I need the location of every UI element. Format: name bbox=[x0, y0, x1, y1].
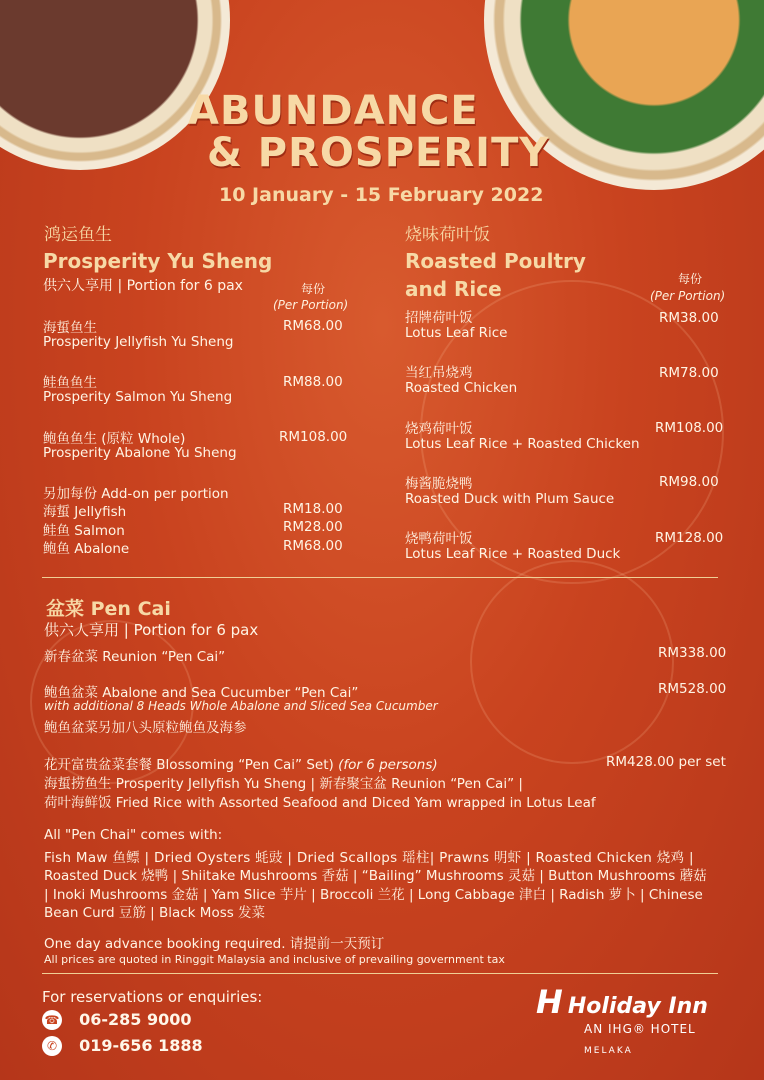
pencai-portion: 供六人享用 | Portion for 6 pax bbox=[44, 621, 259, 639]
poultry-item-cn: 烧鸡荷叶饭 bbox=[405, 421, 473, 437]
yusheng-item-en: Prosperity Salmon Yu Sheng bbox=[43, 389, 233, 405]
poultry-per-cn: 每份 bbox=[678, 272, 703, 286]
pencai-item-name: 鲍鱼盆菜 Abalone and Sea Cucumber “Pen Cai” bbox=[44, 685, 359, 701]
yusheng-item-price: RM108.00 bbox=[279, 429, 348, 445]
addon-label: 鲑鱼 Salmon bbox=[43, 523, 125, 539]
pencai-comes-line: | Inoki Mushrooms 金菇 | Yam Slice 芋片 | Broccoli 兰花 | Long Cabbage 津白 | Radish 萝卜 | Chinese bbox=[44, 887, 703, 903]
pencai-comes-line: Bean Curd 豆筋 | Black Moss 发菜 bbox=[44, 905, 266, 921]
pencai-comes-title: All "Pen Chai" comes with: bbox=[44, 827, 223, 843]
pencai-item-note-cn: 鲍鱼盆菜另加八头原粒鲍鱼及海参 bbox=[44, 720, 247, 736]
whatsapp-row[interactable] bbox=[42, 1035, 203, 1056]
yusheng-item-cn: 鲑鱼鱼生 bbox=[43, 375, 97, 391]
booking-note: One day advance booking required. 请提前一天预订 bbox=[44, 936, 385, 952]
enquiries-label: For reservations or enquiries: bbox=[42, 988, 263, 1006]
addon-title: 另加每份 Add-on per portion bbox=[43, 486, 229, 502]
divider bbox=[42, 973, 718, 974]
pencai-item-name: 新春盆菜 Reunion “Pen Cai” bbox=[44, 649, 226, 665]
addon-price: RM28.00 bbox=[283, 519, 343, 535]
h-logo-icon: H bbox=[536, 983, 563, 1021]
title-line-1: ABUNDANCE bbox=[188, 88, 479, 134]
poultry-item-cn: 招牌荷叶饭 bbox=[405, 310, 473, 326]
pencai-set-line: 荷叶海鲜饭 Fried Rice with Assorted Seafood and Diced Yam wrapped in Lotus Leaf bbox=[44, 795, 596, 811]
yusheng-title: Prosperity Yu Sheng bbox=[43, 249, 273, 273]
pencai-set-price: RM428.00 per set bbox=[606, 754, 726, 770]
logo-city: MELAKA bbox=[584, 1046, 633, 1056]
pencai-set-for: (for 6 persons) bbox=[338, 757, 438, 773]
yusheng-item-cn: 鲍鱼鱼生 (原粒 Whole) bbox=[43, 431, 186, 447]
poultry-item-en: Lotus Leaf Rice + Roasted Duck bbox=[405, 546, 621, 562]
poultry-item-cn: 当红吊烧鸡 bbox=[405, 365, 473, 381]
prices-note: All prices are quoted in Ringgit Malaysia and inclusive of prevailing government tax bbox=[44, 953, 505, 966]
addon-price: RM18.00 bbox=[283, 501, 343, 517]
pencai-item-price: RM338.00 bbox=[658, 645, 727, 661]
poultry-title-line-1: Roasted Poultry bbox=[405, 249, 586, 273]
phone-row[interactable] bbox=[42, 1009, 192, 1030]
poultry-title-line-2: and Rice bbox=[405, 277, 502, 301]
logo-name: Holiday Inn bbox=[567, 994, 708, 1019]
pencai-item-price: RM528.00 bbox=[658, 681, 727, 697]
yusheng-per-en: (Per Portion) bbox=[273, 298, 349, 312]
pencai-comes-line: Roasted Duck 烧鸭 | Shiitake Mushrooms 香菇 | “Bailing” Mushrooms 灵菇 | Button Mushrooms 蘑菇 bbox=[44, 868, 707, 884]
fish-dish-image bbox=[0, 0, 230, 170]
addon-price: RM68.00 bbox=[283, 538, 343, 554]
poultry-cn-title: 烧味荷叶饭 bbox=[405, 225, 490, 245]
poultry-item-en: Lotus Leaf Rice + Roasted Chicken bbox=[405, 436, 640, 452]
whatsapp-icon: ✆ bbox=[42, 1036, 62, 1056]
phone-icon: ☎ bbox=[42, 1010, 62, 1030]
poultry-per-en: (Per Portion) bbox=[650, 289, 726, 303]
title-line-2: & PROSPERITY bbox=[207, 130, 550, 176]
poultry-item-price: RM128.00 bbox=[655, 530, 724, 546]
poultry-item-price: RM78.00 bbox=[659, 365, 719, 381]
holiday-inn-logo bbox=[536, 983, 708, 1021]
yusheng-item-cn: 海蜇鱼生 bbox=[43, 320, 97, 336]
yusheng-cn-title: 鸿运鱼生 bbox=[44, 225, 112, 245]
yusheng-item-en: Prosperity Abalone Yu Sheng bbox=[43, 445, 237, 461]
pencai-set-name bbox=[44, 753, 438, 773]
poultry-item-en: Roasted Duck with Plum Sauce bbox=[405, 491, 615, 507]
pencai-item-note-en: with additional 8 Heads Whole Abalone and Sliced Sea Cucumber bbox=[44, 699, 438, 713]
poultry-item-en: Lotus Leaf Rice bbox=[405, 325, 508, 341]
poultry-item-en: Roasted Chicken bbox=[405, 380, 518, 396]
poultry-item-price: RM38.00 bbox=[659, 310, 719, 326]
whatsapp-number[interactable]: 019-656 1888 bbox=[79, 1036, 203, 1055]
poultry-item-cn: 烧鸭荷叶饭 bbox=[405, 531, 473, 547]
pencai-set-line: 海蜇捞鱼生 Prosperity Jellyfish Yu Sheng | 新春聚宝盆 Reunion “Pen Cai” | bbox=[44, 776, 523, 792]
poultry-item-price: RM98.00 bbox=[659, 474, 719, 490]
yusheng-item-price: RM88.00 bbox=[283, 374, 343, 390]
divider bbox=[42, 577, 718, 578]
yusheng-per-cn: 每份 bbox=[301, 282, 326, 296]
pencai-comes-line: Fish Maw 鱼鳔 | Dried Oysters 蚝豉 | Dried Scallops 瑶柱| Prawns 明虾 | Roasted Chicken 烧鸡 | bbox=[44, 850, 694, 866]
poultry-item-cn: 梅酱脆烧鸭 bbox=[405, 476, 473, 492]
yusheng-item-price: RM68.00 bbox=[283, 318, 343, 334]
addon-label: 鲍鱼 Abalone bbox=[43, 541, 130, 557]
promo-dates: 10 January - 15 February 2022 bbox=[219, 184, 544, 206]
pencai-set-name-text: 花开富贵盆菜套餐 Blossoming “Pen Cai” Set) bbox=[44, 757, 334, 773]
yusheng-item-en: Prosperity Jellyfish Yu Sheng bbox=[43, 334, 234, 350]
yusheng-portion: 供六人享用 | Portion for 6 pax bbox=[43, 278, 243, 294]
phone-number[interactable]: 06-285 9000 bbox=[79, 1010, 192, 1029]
poultry-item-price: RM108.00 bbox=[655, 420, 724, 436]
pencai-title: 盆菜 Pen Cai bbox=[46, 598, 171, 620]
lotus-pattern bbox=[470, 560, 674, 764]
addon-label: 海蜇 Jellyfish bbox=[43, 504, 127, 520]
logo-sub: AN IHG® HOTEL bbox=[584, 1022, 696, 1036]
